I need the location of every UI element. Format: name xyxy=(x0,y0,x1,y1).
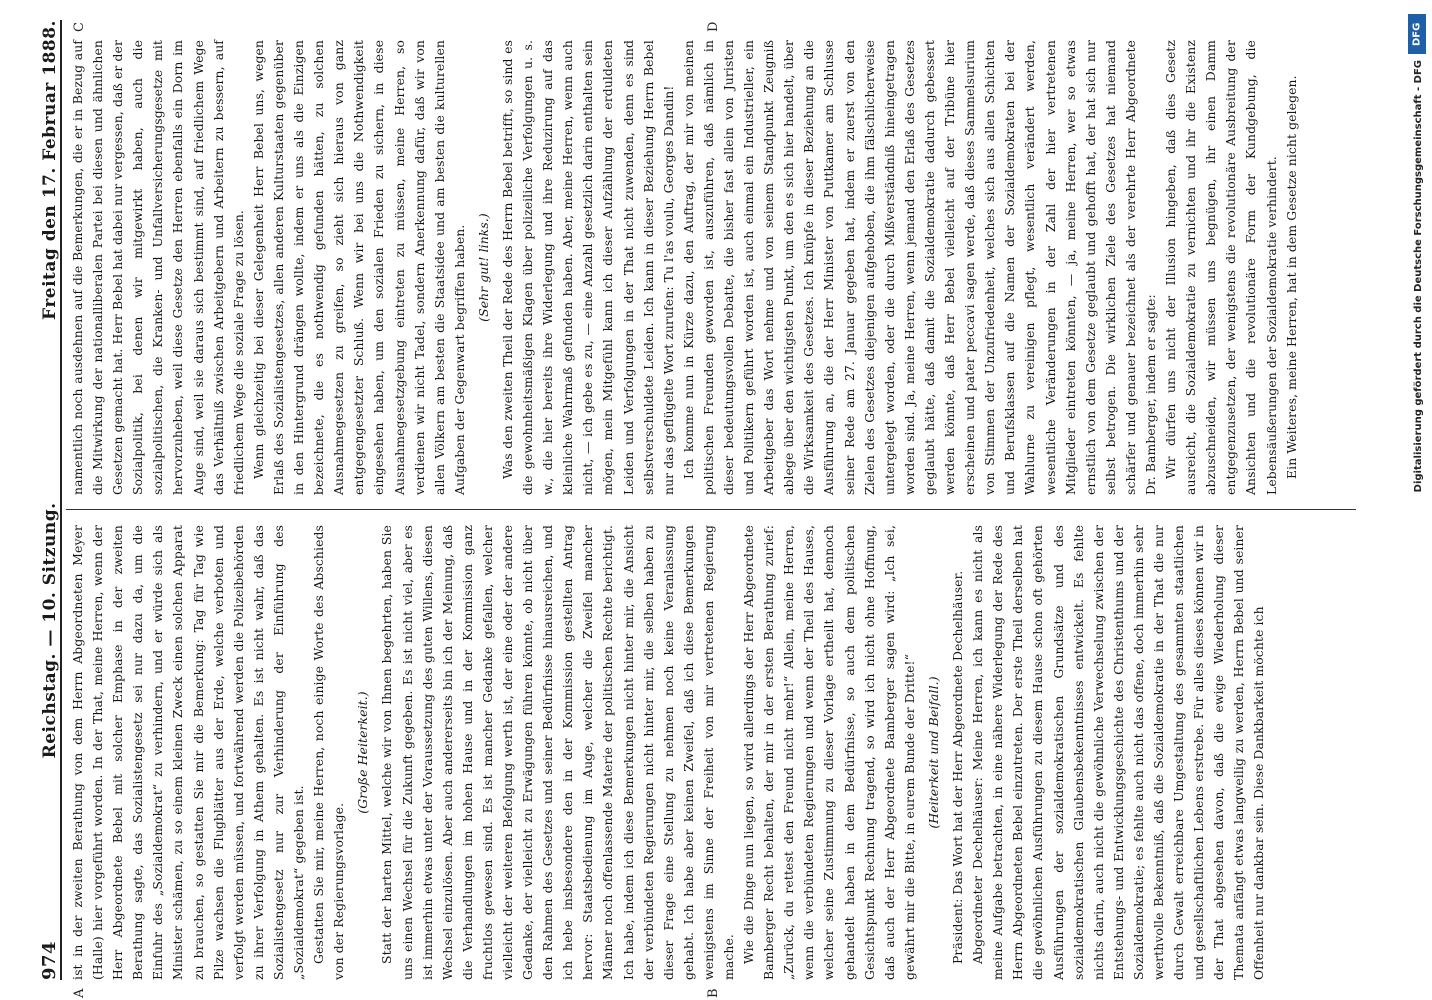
dfg-logo: DFG xyxy=(1408,14,1426,54)
stage-direction: (Heiterkeit und Beifall.) xyxy=(925,676,941,829)
stage-direction: (Sehr gut! links.) xyxy=(475,213,491,322)
margin-letter-a: A xyxy=(72,988,87,998)
session-title: Reichstag. — 10. Sitzung. xyxy=(40,502,60,759)
paragraph: Abgeordneter Dechelhäuser: Meine Herren, ich kann es nicht als meine Aufgabe betrachten, in eine nähere Widerlegung der Rede des Herrn Abgeordneten Bebel einzutreten. Der erste Theil derselben hat die gewöhnlichen Ausführungen zu diesem Hause schon oft gehörten Ausführungen der sozialdemokratischen Grundsätze und des sozialdemokratischen Glaubensbekenntnisses entwickelt. Es fehlte nichts darin, auch nicht die gewöhnliche Verwechselung zwischen der Entstehungs- und Entwicklungsgeschichte des Christenthums und der Sozialdemokratie; es fehlte auch nicht das offene, doch immerhin sehr werthvolle Bekenntniß, daß die Sozialdemokratie in der That die nur durch Gewalt erreichbare Umgestaltung des gesammten staatlichen und gesellschaftlichen Lebens erstrebe. Für alles dieses können wir in der That abgesehen davon, daß die ewige Wiederholung dieser Themata anfängt etwas langweilig zu werden, Herrn Bebel und seiner Offenheit nur dankbar sein. Diese Dankbarkeit möchte ich xyxy=(970,525,1267,980)
margin-letter-d: D xyxy=(706,21,721,32)
column-right xyxy=(68,40,1302,495)
stage-direction: (Große Heiterkeit.) xyxy=(355,691,371,814)
rotated-page xyxy=(16,0,1396,1000)
paragraph: Ein Weiteres, meine Herren, hat in dem Gesetze nicht gelegen. xyxy=(1283,75,1299,479)
column-left xyxy=(68,525,1270,980)
paragraph: ist in der zweiten Berathung von dem Herrn Abgeordneten Meyer (Halle) hier vorgeführt worden. In der That, meine Herren, wenn der Herr Abgeordnete Bebel mit solcher Emphase in der zweiten Berathung sagte, das Sozialistengesetz sei nur dazu da, um die Einfuhr des „Sozialdemokrat“ zu verhindern, und er würde sich als Minister schämen, zu so einem kleinen Zweck einen solchen Apparat zu brauchen, so gestatten Sie mir die Bemerkung: Tag für Tag wie Pilze wachsen die Flugblätter aus der Erde, welche verboten und verfolgt werden müssen, und fortwährend werden die Polizeibehörden zu ihrer Verfolgung in Athem gehalten. Es ist nicht wahr, daß das Sozialistengesetz nur zur Verhinderung der Einführung des „Sozialdemokrat“ gegeben ist. xyxy=(70,525,307,980)
paragraph: Was den zweiten Theil der Rede des Herrn Bebel betrifft, so sind es die gewohnheitsmäßigen Klagen über polizeiliche Verfolgungen u. s. w., die hier bereits ihre Widerlegung und ihre Reduzirung auf das kleinliche Wahrmaß gefunden haben. Aber, meine Herren, wenn auch nicht, — ich gebe es zu, — eine Anzahl gesetzlich darin enthalten sein mögen, mein Mitgefühl kann ich dieser Aufzählung der erduldeten Leiden und Verfolgungen in der That nicht zuwenden, denn es sind selbstverschuldete Leiden. Ich kann in dieser Beziehung Herrn Bebel nur das geflügelte Wort zurufen: Tu l'as voulu, Georges Dandin! xyxy=(499,40,676,495)
dfg-credit xyxy=(1404,8,1430,998)
session-date: Freitag den 17. Februar 1888. xyxy=(40,20,60,320)
paragraph: Statt der harten Mittel, welche wir von Ihnen begehrten, haben Sie uns einen Wechsel für die Zukunft gegeben. Es ist nicht viel, aber es ist immerhin etwas unter der Voraussetzung des guten Willens, diesen Wechsel einzulösen. Aber auch andererseits bin ich der Meinung, daß die Verhandlungen im hohen Hause und in der Kommission ganz fruchtlos gewesen sind. Es ist mancher Gedanke gefallen, welcher vielleicht der weiteren Befolgung werth ist, der eine oder der andere Gedanke, der vielleicht zu Erwägungen führen könnte, ob nicht über den Rahmen des Gesetzes und seiner Bedürfnisse hinausreichen, und ich hebe insbesondere den in der Kommission gestellten Antrag hervor: Staatsbedienung im Auge, welcher die Zweifel mancher Männer noch offenlassende Materie der politischen Rechte berichtigt. Ich habe, indem ich diese Bemerkungen nicht hinter mir, die Ansicht der verbündeten Regierungen nicht hinter mir, die selben haben zu dieser Frage eine Stellung zu nehmen noch keine Veranlassung gehabt. Ich habe aber keinen Zweifel, daß ich diese Bemerkungen wenigstens im Sinne der Freiheit von mir vertretenen Regierung mache. xyxy=(379,525,736,980)
paragraph: Wie die Dinge nun liegen, so wird allerdings der Herr Abgeordnete Bamberger Recht behalten, der mir in der ersten Berathung zurief: „Zurück, du rettest den Freund nicht mehr!“ Allein, meine Herren, wenn die verbündeten Regierungen und wenn der Theil des Hauses, welcher seine Zustimmung zu dieser Vorlage ertheilt hat, dennoch gehandelt haben in dem Bedürfnisse, so auch dem politischen Gesichtspunkt Rechnung tragend, so wird ich nicht ohne Hoffnung, daß auch der Herr Abgeordnete Bamberger sagen wird: „Ich sei, gewährt mir die Bitte, in eurem Bunde der Dritte!“ xyxy=(741,525,917,980)
paragraph: Gestatten Sie mir, meine Herren, noch einige Worte des Abschieds von der Regierungsvorlage. xyxy=(311,525,347,980)
paragraph: Wenn gleichzeitig bei dieser Gelegenheit Herr Bebel uns, wegen Erlaß des Sozialistengesetzes, allen anderen Kulturstaaten gegenüber in den Hintergrund drängen wollte, indem er uns als die Einzigen bezeichnete, die es nothwendig gefunden hätten, zu solchen Ausnahmegesetzen zu greifen, so zieht sich hieraus von ganz entgegengesetzter Schluß. Wenn wir bei uns die Nothwendigkeit eingesehen haben, um den sozialen Frieden zu sichern, in diese Ausnahmegesetzgebung eintreten zu müssen, meine Herren, so verdienen wir nicht Tadel, sondern Anerkennung dafür, daß wir von allen Völkern am besten die Staatsidee und am besten die kulturellen Aufgaben der Gegenwart begriffen haben. xyxy=(250,40,467,495)
dfg-credit-text: Digitalisierung gefördert durch die Deutsche Forschungsgemeinschaft - DFG xyxy=(1413,60,1424,493)
page-header xyxy=(22,20,62,980)
margin-letter-b: B xyxy=(706,988,721,998)
paragraph: Wir dürfen uns nicht der Illusion hingeben, daß dies Gesetz ausreicht, die Sozialdemokratie zu vernichten und ihr die Existenz abzuschneiden, wir müssen uns begnügen, ihr einen Damm entgegenzusetzen, der wenigstens die revolutionäre Ausbreitung der Ansichten und die revolutionäre Form der Kundgebung, die Lebensäußerungen der Sozialdemokratie verhindert. xyxy=(1163,40,1279,495)
paragraph: namentlich noch ausdehnen auf die Bemerkungen, die er in Bezug auf die Mitwirkung der nationalliberalen Partei bei diesen und ähnlichen Gesetzen gemacht hat. Herr Bebel hat dabei nur vergessen, daß er der Sozialpolitik, bei denen wir mitgewirkt haben, auch die sozialpolitischen, die Kranken- und Unfallversicherungsgesetze mit hervorzuheben, weil diese Gesetze den Herren ebenfalls ein Dorn im Auge sind, weil sie daraus sich bestimmt sind, auf friedlichem Wege das Verhältniß zwischen Arbeitgebern und Arbeitern zu bessern, auf friedlichem Wege die soziale Frage zu lösen. xyxy=(70,40,246,495)
margin-letter-c: C xyxy=(72,22,87,32)
column-divider xyxy=(66,509,1356,510)
page-number: 974 xyxy=(39,940,60,980)
paragraph: Präsident: Das Wort hat der Herr Abgeordnete Dechelhäuser. xyxy=(950,570,966,964)
paragraph: Ich komme nun in Kürze dazu, den Auftrag, der mir von meinen politischen Freunden geworden ist, auszuführen, daß nämlich in dieser bedeutungsvollen Debatte, die bisher fast allein von Juristen und Politikern geführt worden ist, auch einmal ein Industrieller, ein Arbeitgeber das Wort nehme und von seinem Standpunkt Zeugniß ablege über den wichtigsten Punkt, um den es sich hier handelt, über die Wirksamkeit des Gesetzes. Ich knüpfe in dieser Beziehung an die Ausführung an, die der Herr Minister von Puttkamer am Schlusse seiner Rede am 27. Januar gegeben hat, indem er zuerst von den Zielen des Gesetzes diejenigen aufgehoben, die ihm fälschlicherweise untergelegt worden, oder die durch Mißverständniß hineingetragen worden sind. Ja, meine Herren, wenn jemand den Erlaß des Gesetzes geglaubt hätte, daß damit die Sozialdemokratie dadurch gebessert werden könnte, daß Herr Bebel vielleicht auf der Tribüne hier erscheinen und pater peccavi sagen werde, daß dieses Sammelsurium von Stimmen der Unzufriedenheit, welches sich aus allen Schichten und Berufsklassen auf die Namen der Sozialdemokraten bei der Wahlurne zu vereinigen pflegt, wesentlich verändert werden, wesentliche Veränderungen in der Zahl der hier vertretenen Mitglieder eintreten könnten, — ja, meine Herren, wer so etwas ernstlich von dem Gesetze geglaubt und gehofft hat, der hat sich nur selbst betrogen. Die wirklichen Ziele des Gesetzes hat niemand schärfer und genauer bezeichnet als der verehrte Herr Abgeordnete Dr. Bamberger, indem er sagte: xyxy=(680,40,1158,495)
